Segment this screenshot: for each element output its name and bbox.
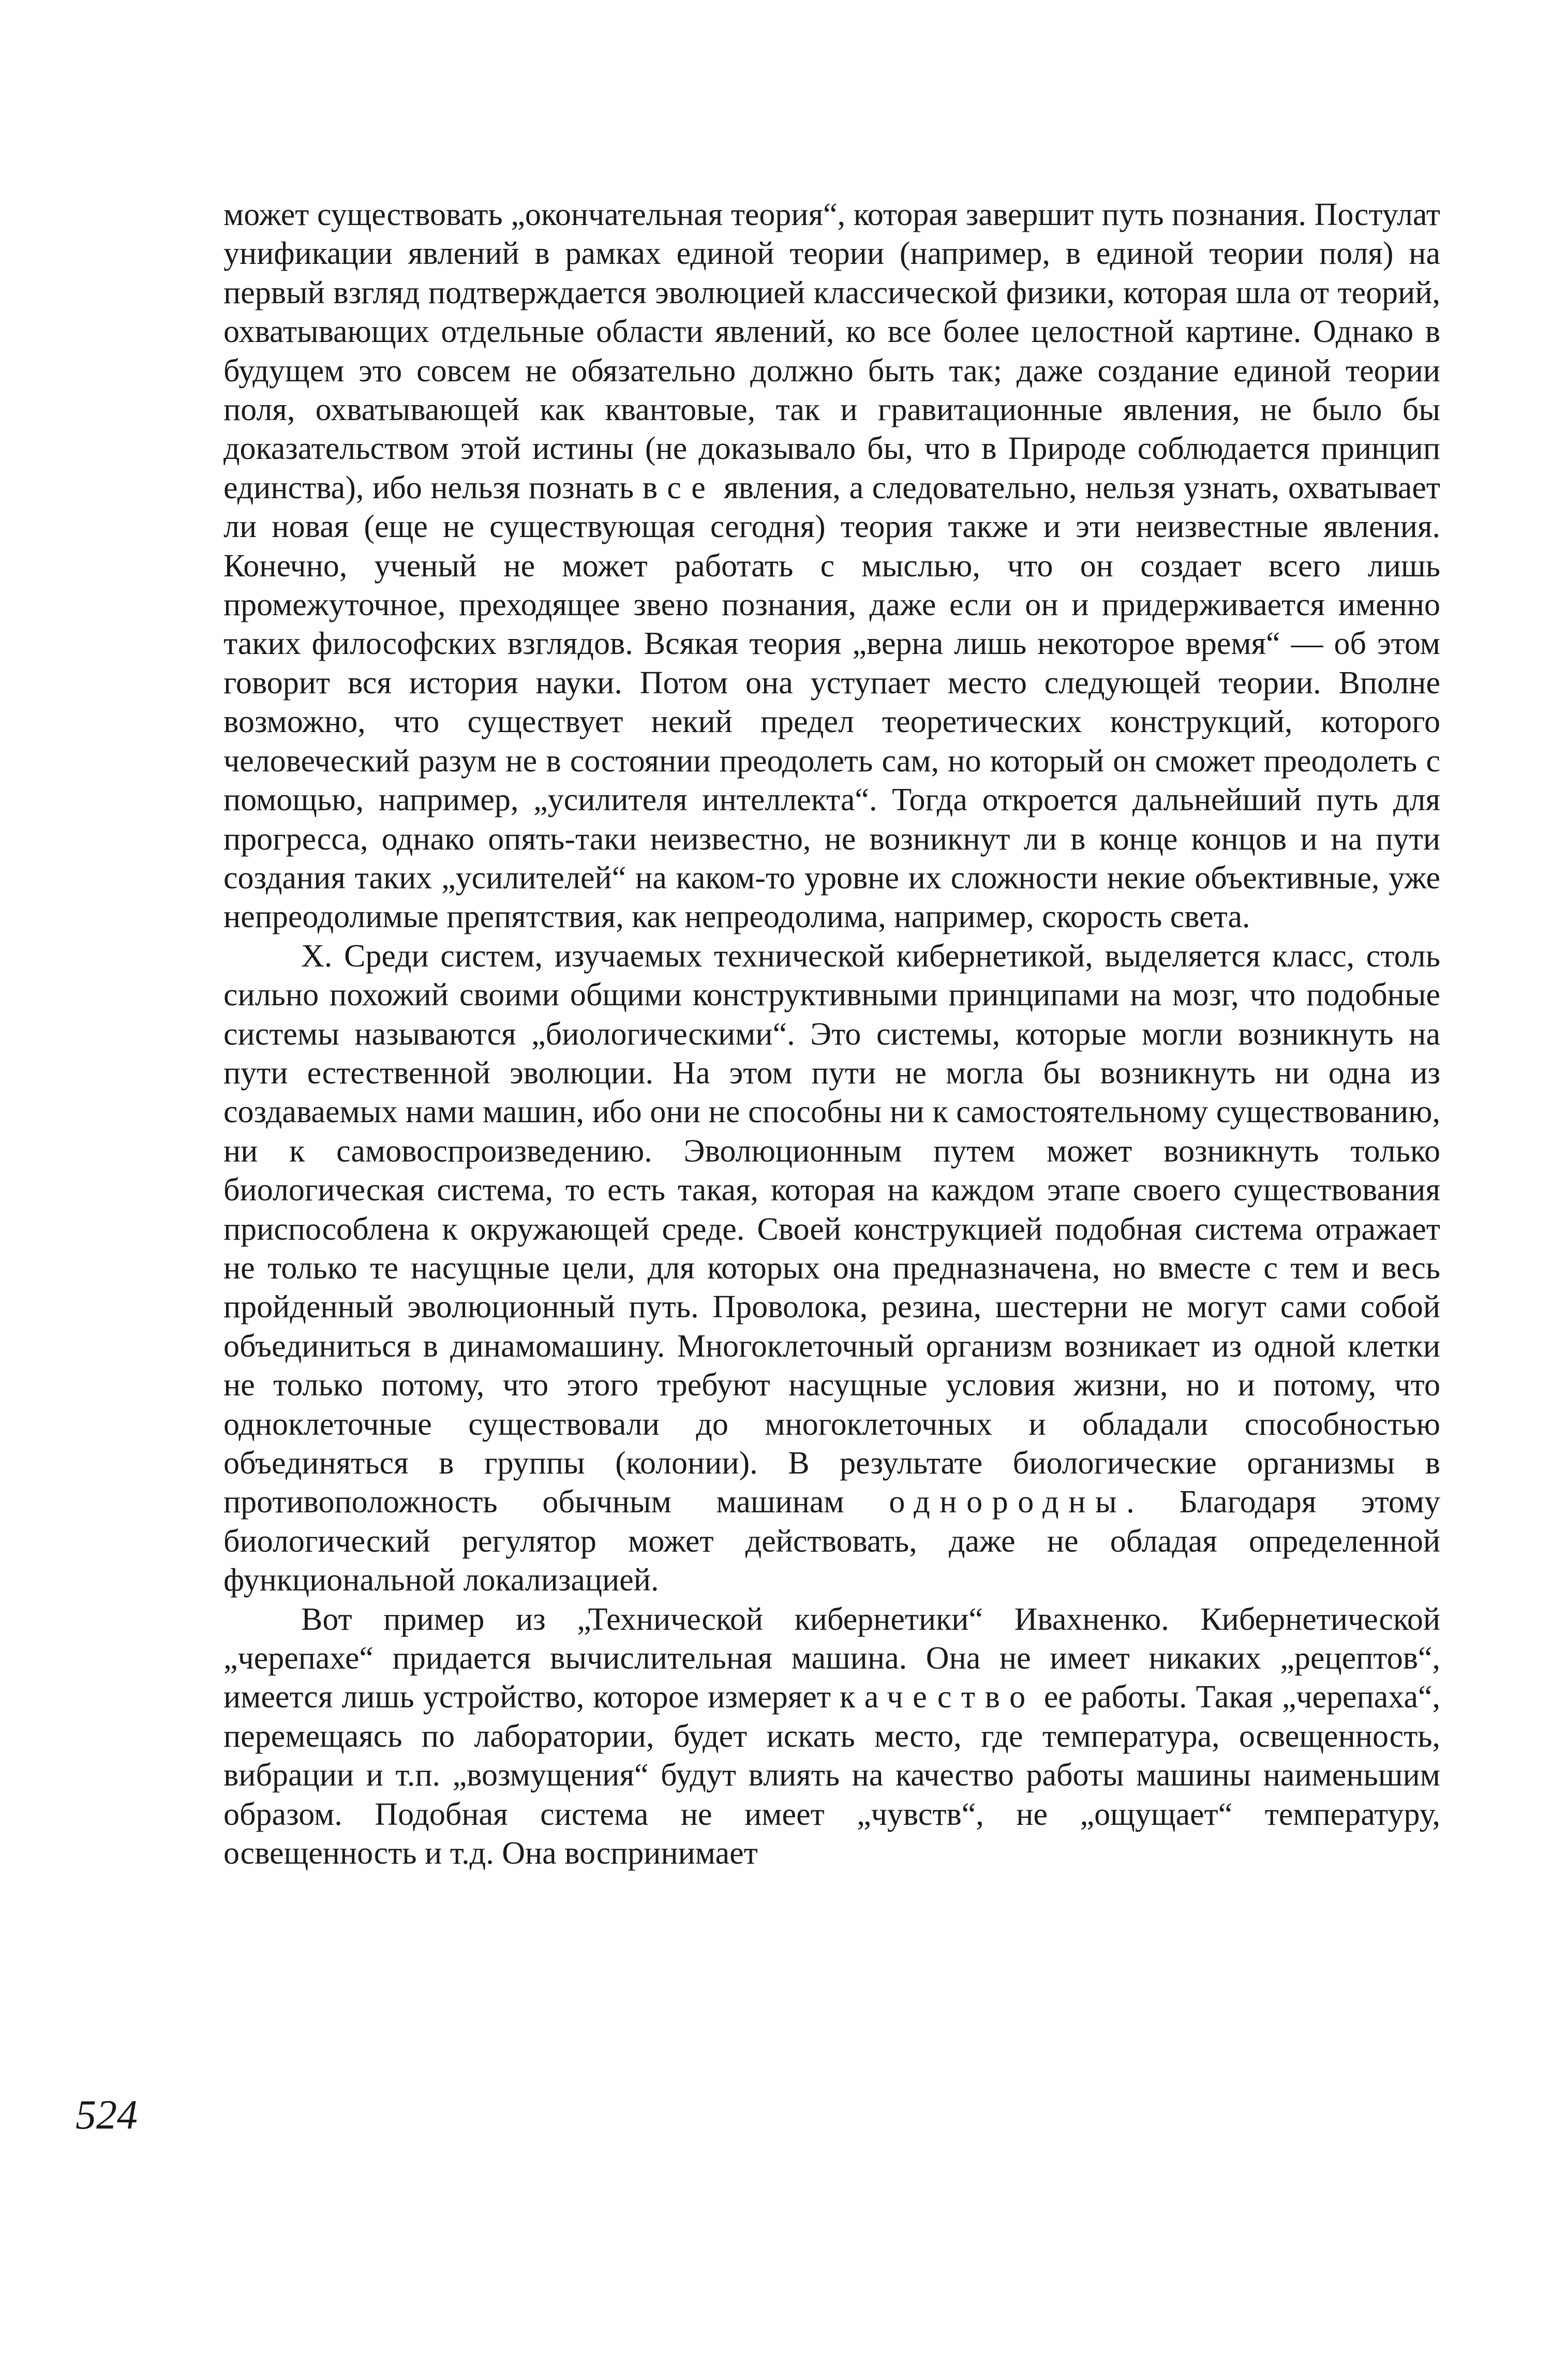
text-run: . Благодаря этому биологический регулятор может действовать, даже не обладая определенной функциональной локализацией.: [223, 1484, 1440, 1598]
paragraph-3: [223, 1600, 1440, 1873]
paragraph-1: [223, 196, 1440, 937]
text-run: ее работы. Такая „черепаха“, перемещаясь по лаборатории, будет искать место, где температура, освещенность, вибрации и т.п. „возмущения“ будут влиять на качество работы машины наименьшим образом. Подобная система не имеет „чувств“, не „ощущает“ температуру, освещенность и т.д. Она воспринимает: [223, 1679, 1440, 1871]
body-text: [223, 196, 1440, 1873]
paragraph-2: [223, 937, 1440, 1600]
text-run: Вот пример из „Технической кибернетики“ Ивахненко. Кибернетической „черепахе“ придается вычислительная машина. Она не имеет никаких „рецептов“, имеется лишь устройство, которое измеряет: [223, 1601, 1440, 1715]
spaced-emphasis: все: [642, 470, 715, 505]
text-run: X. Среди систем, изучаемых технической кибернетикой, выделяется класс, столь сильно похожий своими общими конструктивными принципами на мозг, что подобные системы называются „биологическими“. Это системы, которые могли возникнуть на пути естественной эволюции. На этом пути не могла бы возникнуть ни одна из создаваемых нами машин, ибо они не способны ни к самостоятельному существованию, ни к самовоспроизведению. Эволюционным путем может возникнуть только биологическая система, то есть такая, которая на каждом этапе своего существования приспособлена к окружающей среде. Своей конструкцией подобная система отражает не только те насущные цели, для которых она предназначена, но вместе с тем и весь пройденный эволюционный путь. Проволока, резина, шестерни не могут сами собой объединиться в динамомашину. Многоклеточный организм возникает из одной клетки не только потому, что этого требуют насущные условия жизни, но и потому, что одноклеточные существовали до многоклеточных и обладали способностью объединяться в группы (колонии). В результате биологические организмы в противоположность обычным машинам: [223, 938, 1440, 1520]
page-number: 524: [76, 2092, 138, 2138]
spaced-emphasis: качество: [840, 1679, 1035, 1715]
text-run: может существовать „окончательная теория“, которая завершит путь познания. Постулат унификации явлений в рамках единой теории (например, в единой теории поля) на первый взгляд подтверждается эволюцией классической физики, которая шла от теорий, охватывающих отдельные области явлений, ко все более целостной картине. Однако в будущем это совсем не обязательно должно быть так; даже создание единой теории поля, охватывающей как квантовые, так и гравитационные явления, не было бы доказательством этой истины (не доказывало бы, что в Природе соблюдается принцип единства), ибо нельзя познать: [223, 197, 1440, 505]
text-run: явления, а следовательно, нельзя узнать, охватывает ли новая (еще не существующая сегодня) теория также и эти неизвестные явления. Конечно, ученый не может работать с мыслью, что он создает всего лишь промежуточное, преходящее звено познания, даже если он и придерживается именно таких философских взглядов. Всякая теория „верна лишь некоторое время“ — об этом говорит вся история науки. Потом она уступает место следующей теории. Вполне возможно, что существует некий предел теоретических конструкций, которого человеческий разум не в состоянии преодолеть сам, но который он сможет преодолеть с помощью, например, „усилителя интеллекта“. Тогда откроется дальнейший путь для прогресса, однако опять-таки неизвестно, не возникнут ли в конце концов и на пути создания таких „усилителей“ на каком-то уровне их сложности некие объективные, уже непреодолимые препятствия, как непреодолима, например, скорость света.: [223, 470, 1440, 935]
spaced-emphasis: однородны: [889, 1484, 1127, 1520]
